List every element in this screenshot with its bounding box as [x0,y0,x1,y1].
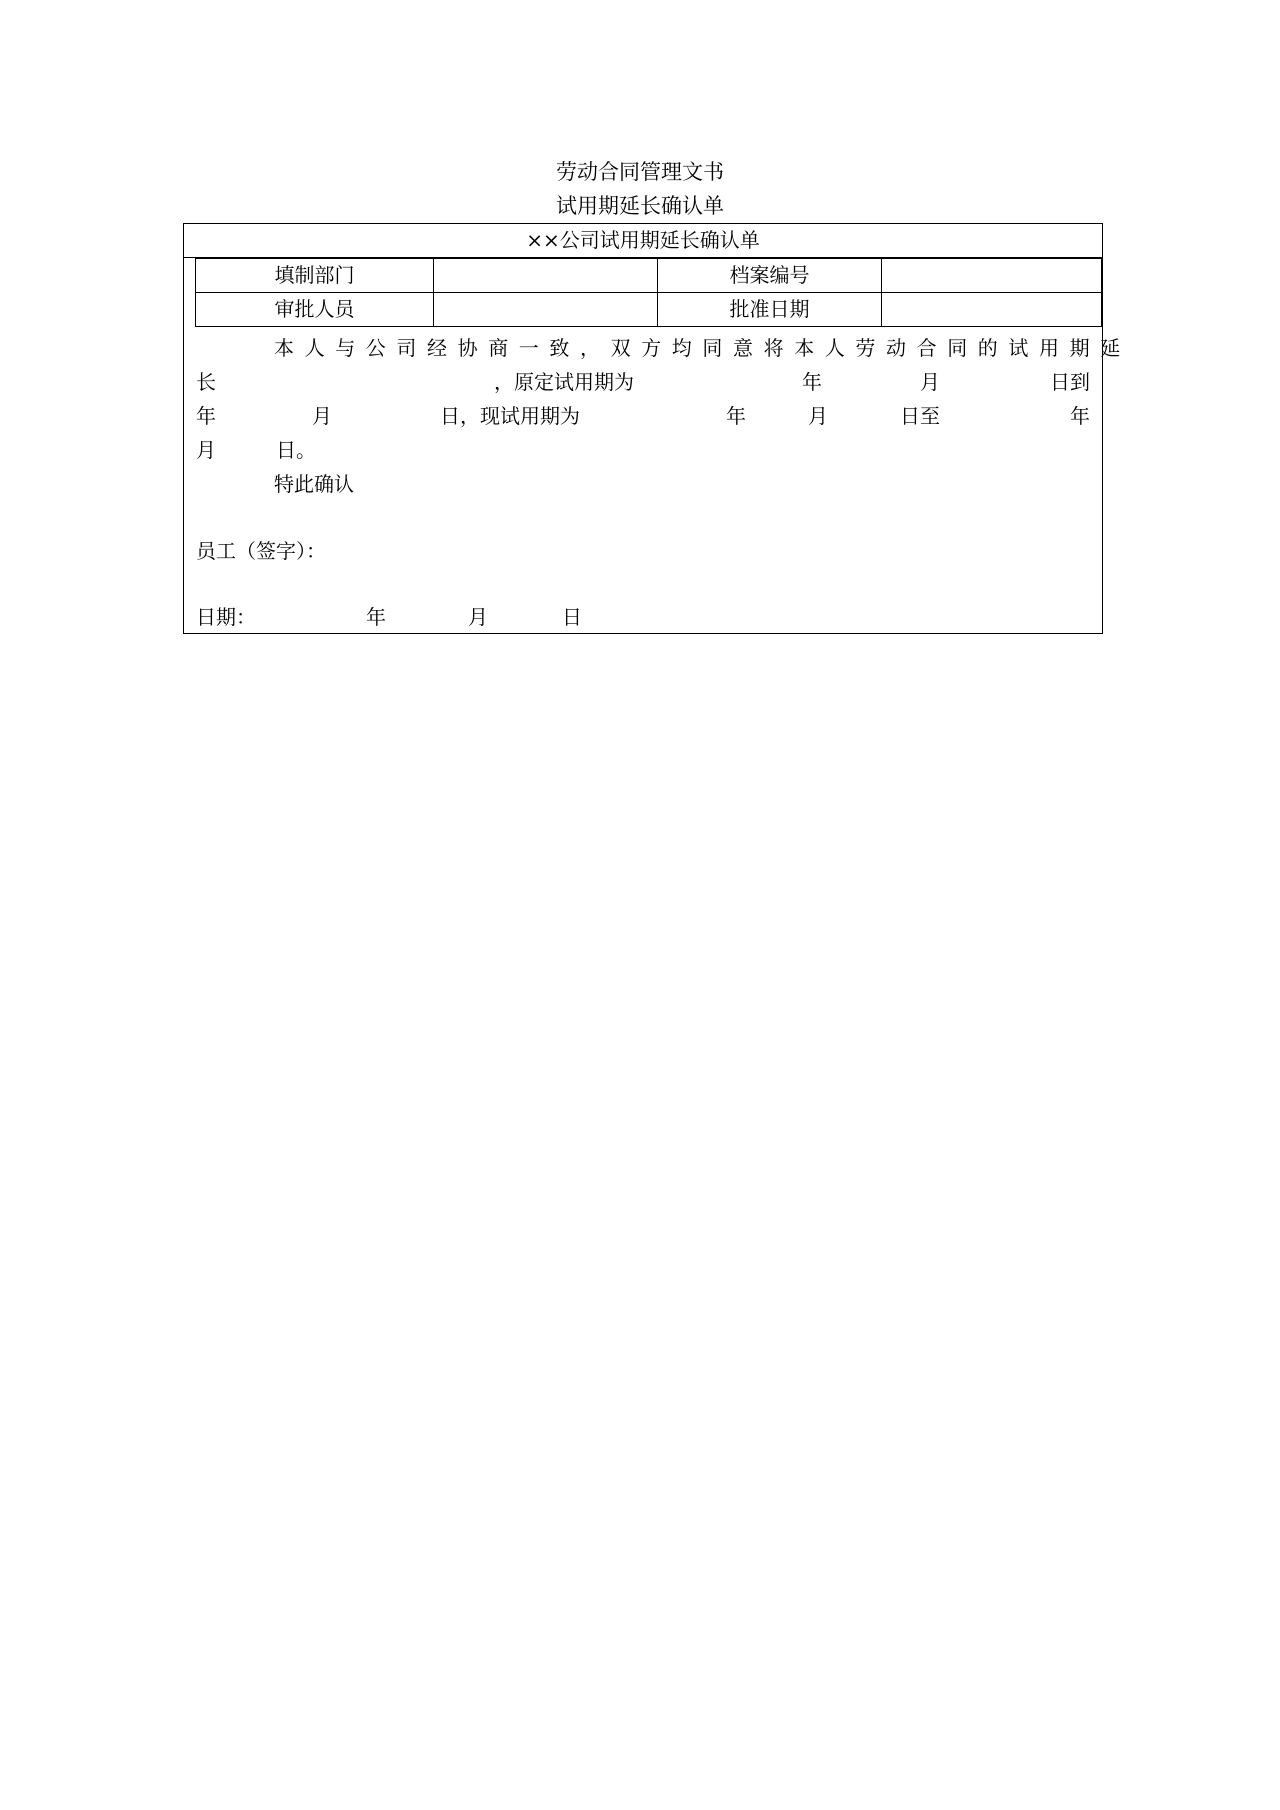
statement-text: 日到 [1050,370,1090,394]
statement-text: 年 [802,370,822,394]
file-no-label: 档案编号 [658,259,882,293]
info-table [195,258,1102,327]
statement-text: 日，现试用期为 [440,404,580,428]
document-title: 劳动合同管理文书 [556,160,724,184]
dept-value-field[interactable] [434,259,658,293]
statement-text: ，原定试用期为 [494,370,634,394]
confirmation-form [183,223,1131,634]
statement-text: 月 [312,404,332,428]
form-header: ××公司试用期延长确认单 [184,224,1102,258]
statement-text: 日。 [276,438,316,462]
confirm-text: 特此确认 [274,472,354,496]
employee-signature-line [196,534,1092,568]
file-no-value-field[interactable] [882,259,1102,293]
approver-value-field[interactable] [434,293,658,327]
dept-label: 填制部门 [196,259,434,293]
statement-text: 年 [726,404,746,428]
statement-text: 日至 [900,404,940,428]
statement-line-2 [196,365,1092,399]
approve-date-value-field[interactable] [882,293,1102,327]
document-subtitle: 试用期延长确认单 [556,194,724,218]
table-row [196,259,1102,293]
statement-text: 月 [808,404,828,428]
date-year: 年 [366,605,386,629]
approve-date-label: 批准日期 [658,293,882,327]
date-label: 日期： [196,605,256,629]
statement-line-4 [196,433,1092,467]
statement-line-3 [196,399,1092,433]
date-line [196,600,1092,634]
statement-text: 月 [196,438,216,462]
statement-text: 年 [196,404,216,428]
confirm-line [196,467,1092,501]
table-row [196,293,1102,327]
statement-text: 年 [1070,404,1090,428]
employee-signature-label: 员工（签字）： [196,539,326,563]
statement-text: 月 [920,370,940,394]
approver-label: 审批人员 [196,293,434,327]
date-month: 月 [468,605,488,629]
statement-line-1: 本人与公司经协商一致，双方均同意将本人劳动合同的试用期延 [274,336,1131,360]
date-day: 日 [562,605,582,629]
statement-text: 长 [196,370,216,394]
